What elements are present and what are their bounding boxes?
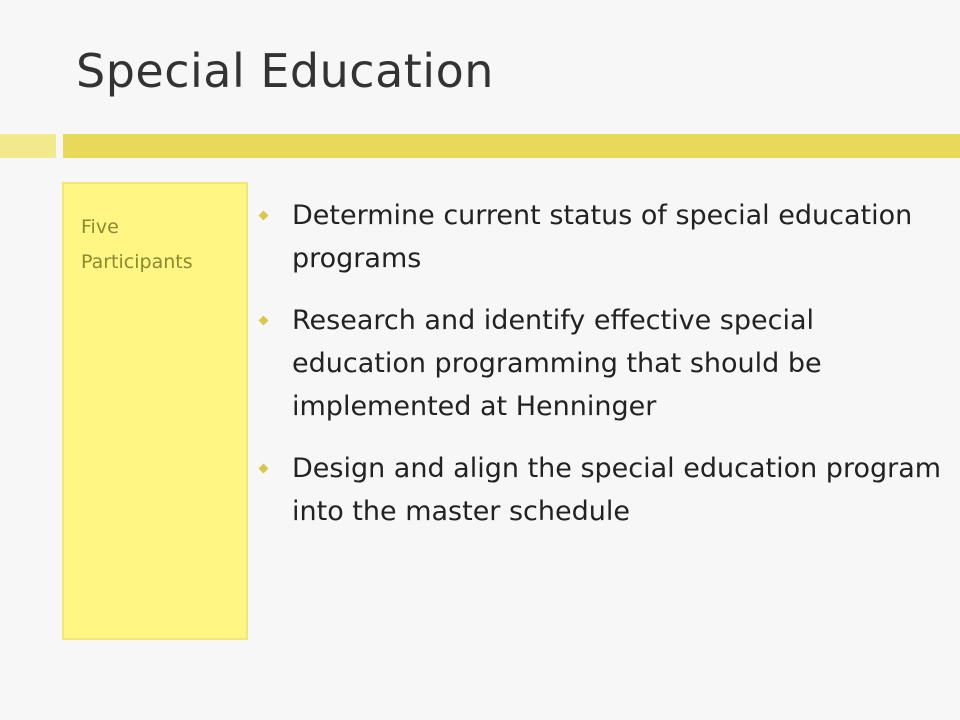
bullet-item — [258, 194, 948, 280]
slide-title: Special Education — [76, 44, 494, 98]
bullet-text: Determine current status of special education programs — [292, 200, 913, 274]
bullet-item — [258, 299, 948, 428]
accent-bar-main — [63, 134, 960, 158]
bullet-list — [258, 194, 948, 552]
bullet-text: Design and align the special education program into the master schedule — [292, 453, 942, 527]
bullet-item — [258, 447, 948, 533]
participants-panel — [62, 182, 248, 640]
diamond-bullet-icon — [259, 464, 269, 474]
diamond-bullet-icon — [259, 211, 269, 221]
diamond-bullet-icon — [259, 316, 269, 326]
participants-label: Five Participants — [81, 216, 193, 273]
bullet-text: Research and identify effective special education programming that should be implemented at Henninger — [292, 305, 822, 422]
accent-bar-left — [0, 134, 56, 158]
